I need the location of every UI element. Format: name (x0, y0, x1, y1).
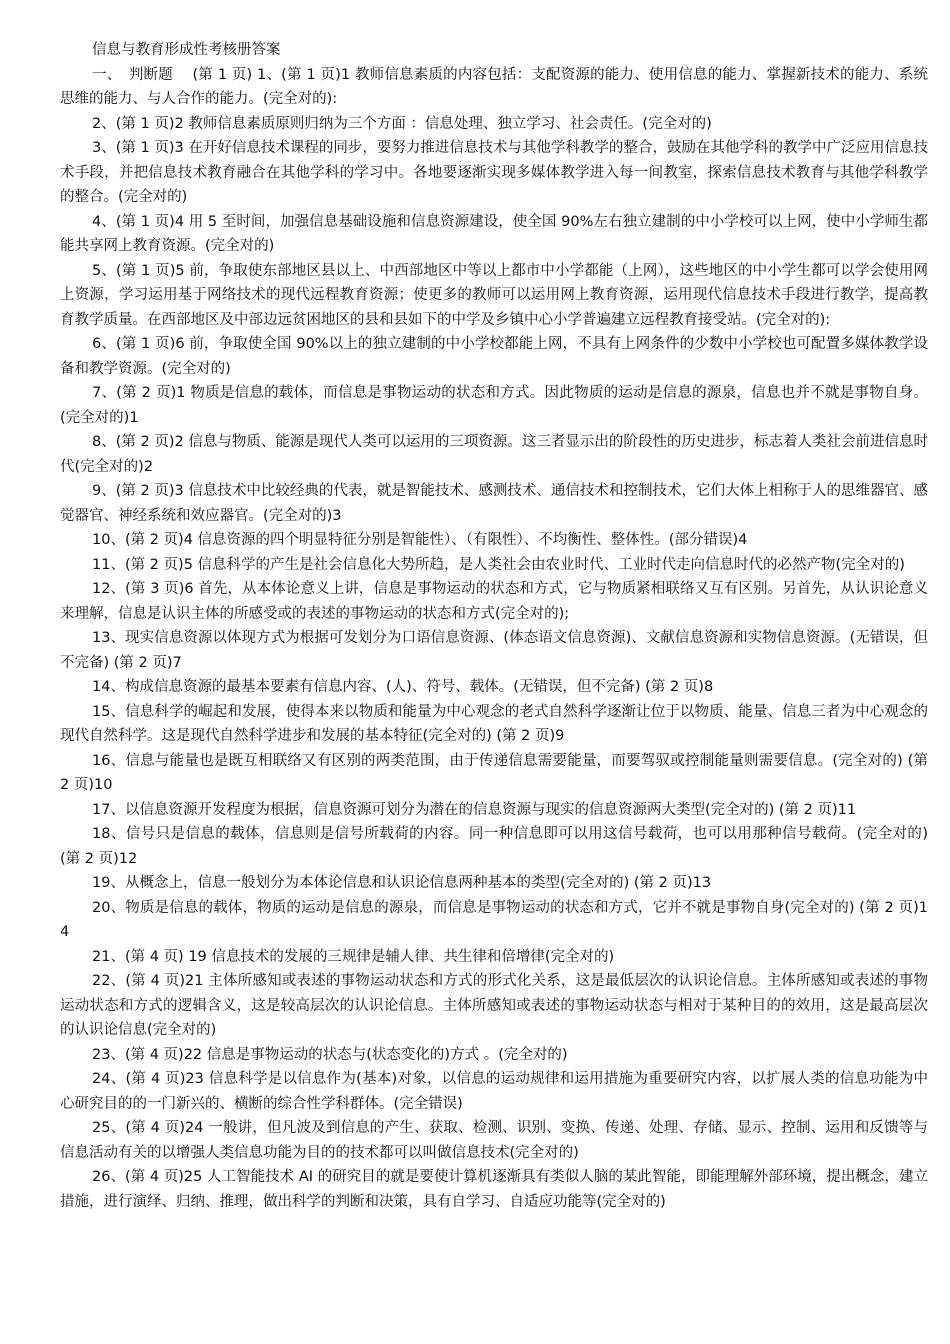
question-paragraph: 15、信息科学的崛起和发展，使得本来以物质和能量为中心观念的老式自然科学逐渐让位于以物质、能量、信息三者为中心观念的现代自然科学。这是现代自然科学进步和发展的基本特征(完全对的) (第 2 页)9 (60, 703, 928, 744)
question-paragraph: 2、(第 1 页)2 教师信息素质原则归纳为三个方面 ：信息处理、独立学习、社会责任。(完全对的) (92, 115, 712, 132)
question-paragraph: 19、从概念上，信息一般划分为本体论信息和认识论信息两种基本的类型(完全对的) (第 2 页)13 (92, 875, 712, 891)
question-paragraph: 10、(第 2 页)4 信息资源的四个明显特征分别是智能性）、（有限性）、不均衡性、整体性。(部分错误)4 (92, 532, 748, 548)
question-paragraph: 8、(第 2 页)2 信息与物质、能源是现代人类可以运用的三项资源。这三者显示出的阶段性的历史进步，标志着人类社会前进信息时代(完全对的)2 (60, 434, 928, 475)
paragraph-list (60, 63, 928, 1215)
question-paragraph: 16、信息与能量也是既互相联络又有区别的两类范围，由于传递信息需要能量，而要驾驭或控制能量则需要信息。(完全对的) (第 2 页)10 (60, 752, 928, 793)
question-paragraph: 13、现实信息资源以体现方式为根据可发划分为口语信息资源、(体态语文信息资源)、文献信息资源和实物信息资源。(无错误，但不完备) (第 2 页)7 (60, 630, 928, 671)
document-page (60, 38, 928, 1214)
question-paragraph: 5、(第 1 页)5 前，争取使东部地区县以上、中西部地区中等以上都市中小学都能（上网），这些地区的中小学生都可以学会使用网上资源，学习运用基于网络技术的现代远程教育资源；使更多的教师可以运用网上教育资源，运用现代信息技术手段进行教学，提高教育教学质量。在西部地区及中部边远贫困地区的县和县如下的中学及乡镇中心小学普遍建立远程教育接受站。(完全对的): (60, 262, 928, 328)
question-paragraph: 18、信号只是信息的载体，信息则是信号所载荷的内容。同一种信息即可以用这信号载荷，也可以用那种信号载荷。(完全对的) (第 2 页)12 (60, 826, 928, 867)
question-paragraph: 14、构成信息资源的最基本要素有信息内容、(人)、符号、载体。(无错误，但不完备) (第 2 页)8 (92, 679, 714, 695)
question-paragraph: 9、(第 2 页)3 信息技术中比较经典的代表，就是智能技术、感测技术、通信技术和控制技术，它们大体上相称于人的思维器官、感觉器官、神经系统和效应器官。(完全对的)3 (60, 483, 928, 524)
question-paragraph: 26、(第 4 页)25 人工智能技术 AI 的研究目的就是要使计算机逐渐具有类似人脑的某此智能，即能理解外部环境，提出概念，建立措施，进行演绎、归纳、推理，做出科学的判断和决策，具有自学习、自适应功能等(完全对的) (60, 1169, 928, 1210)
question-paragraph: 4、(第 1 页)4 用 5 至时间，加强信息基础设施和信息资源建设，使全国 90%左右独立建制的中小学校可以上网，使中小学师生都能共享网上教育资源。(完全对的) (60, 213, 928, 254)
question-paragraph: 21、(第 4 页) 19 信息技术的发展的三规律是辅人律、共生律和倍增律(完全对的) (92, 948, 615, 965)
question-paragraph: 25、(第 4 页)24 一般讲，但凡波及到信息的产生、获取、检测、识别、变换、传递、处理、存储、显示、控制、运用和反馈等与信息活动有关的以增强人类信息功能为目的的技术都可以叫做信息技术(完全对的) (60, 1120, 928, 1161)
document-title: 信息与教育形成性考核册答案 (92, 42, 281, 58)
question-paragraph: 23、(第 4 页)22 信息是事物运动的状态与(状态变化的)方式 。(完全对的) (92, 1046, 568, 1063)
question-paragraph: 一、 判断题 (第 1 页) 1、(第 1 页)1 教师信息素质的内容包括：支配资源的能力、使用信息的能力、掌握新技术的能力、系统思维的能力、与人合作的能力。(完全对的): (60, 66, 928, 107)
question-paragraph: 22、(第 4 页)21 主体所感知或表述的事物运动状态和方式的形式化关系，这是最低层次的认识论信息。主体所感知或表述的事物运动状态和方式的逻辑含义，这是较高层次的认识论信息。主体所感知或表述的事物运动状态与相对于某种目的的效用，这是最高层次的认识论信息(完全对的) (60, 973, 928, 1038)
question-paragraph: 24、(第 4 页)23 信息科学是以信息作为(基本)对象，以信息的运动规律和运用措施为重要研究内容，以扩展人类的信息功能为中心研究目的的一门新兴的、横断的综合性学科群体。(完全错误) (60, 1071, 928, 1112)
question-paragraph: 3、(第 1 页)3 在开好信息技术课程的同步，要努力推进信息技术与其他学科教学的整合，鼓励在其他学科的教学中广泛应用信息技术手段，并把信息技术教育融合在其他学科的学习中。各地要逐渐实现多媒体教学进入每一间教室，探索信息技术教育与其他学科教学的整合。(完全对的) (60, 140, 928, 205)
question-paragraph: 7、(第 2 页)1 物质是信息的载体，而信息是事物运动的状态和方式。因此物质的运动是信息的源泉，信息也并不就是事物自身。(完全对的)1 (60, 385, 928, 426)
question-paragraph: 11、(第 2 页)5 信息科学的产生是社会信息化大势所趋，是人类社会由农业时代、工业时代走向信息时代的必然产物(完全对的) (92, 556, 905, 573)
question-paragraph: 17、以信息资源开发程度为根据，信息资源可划分为潜在的信息资源与现实的信息资源两大类型(完全对的) (第 2 页)11 (92, 801, 857, 818)
question-paragraph: 12、(第 3 页)6 首先，从本体论意义上讲，信息是事物运动的状态和方式，它与物质紧相联络又互有区别。另首先，从认识论意义来理解，信息是认识主体的所感受或的表述的事物运动的状态和方式(完全对的); (60, 581, 928, 622)
question-paragraph: 20、物质是信息的载体，物质的运动是信息的源泉，而信息是事物运动的状态和方式，它并不就是事物自身(完全对的) (第 2 页)14 (60, 899, 928, 940)
question-paragraph: 6、(第 1 页)6 前，争取使全国 90%以上的独立建制的中小学校都能上网，不具有上网条件的少数中小学校也可配置多媒体教学设备和教学资源。(完全对的) (60, 336, 928, 377)
